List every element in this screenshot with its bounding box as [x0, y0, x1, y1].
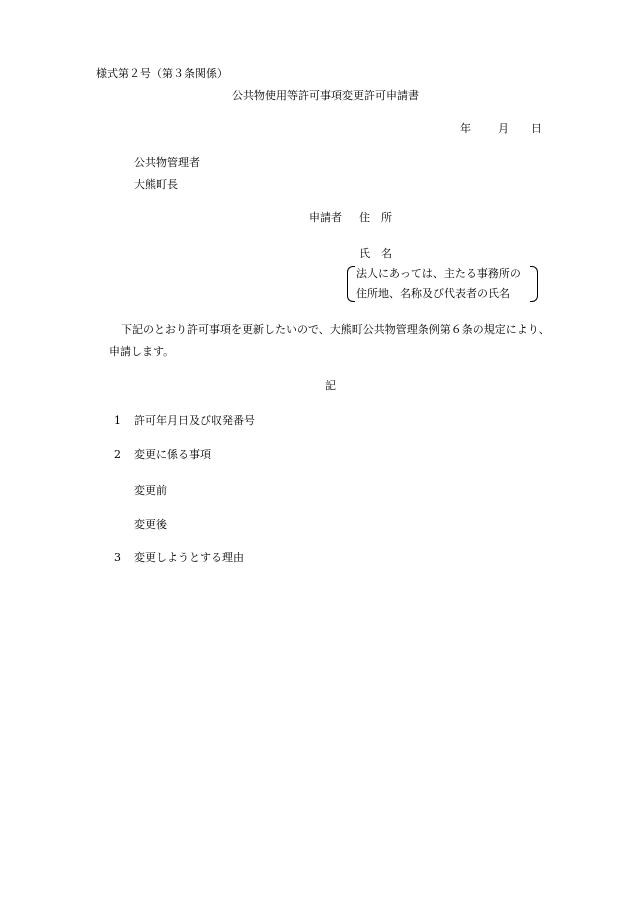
document-title: 公共物使用等許可事項変更許可申請書 [232, 89, 419, 102]
applicant-label: 申請者 [309, 211, 342, 224]
addressee-name: 大熊町長 [134, 178, 178, 191]
year-label: 年 [460, 122, 471, 135]
left-bracket [347, 266, 355, 302]
sub-item-before: 変更前 [134, 484, 167, 497]
day-label: 日 [531, 122, 542, 135]
corp-note-line2: 住所地、名称及び代表者の氏名 [356, 287, 510, 300]
body-line1: 下記のとおり許可事項を更新したいので、大熊町公共物管理条例第６条の規定により、 [121, 323, 550, 336]
month-label: 月 [498, 122, 509, 135]
right-bracket [530, 266, 538, 302]
ki-heading: 記 [325, 379, 336, 392]
item-number: 2 [114, 448, 121, 461]
form-number: 様式第２号（第３条関係） [96, 67, 228, 80]
item-label: 変更に係る事項 [134, 448, 211, 461]
item-label: 変更しようとする理由 [134, 551, 244, 564]
body-line2: 申請します。 [109, 345, 175, 358]
name-label: 氏 名 [359, 247, 392, 260]
corp-note-line1: 法人にあっては、主たる事務所の [356, 267, 521, 280]
item-number: 3 [114, 551, 121, 564]
sub-item-after: 変更後 [134, 518, 167, 531]
item-number: 1 [114, 414, 121, 427]
address-label: 住 所 [359, 211, 392, 224]
item-label: 許可年月日及び収発番号 [134, 414, 255, 427]
addressee-title: 公共物管理者 [134, 156, 200, 169]
